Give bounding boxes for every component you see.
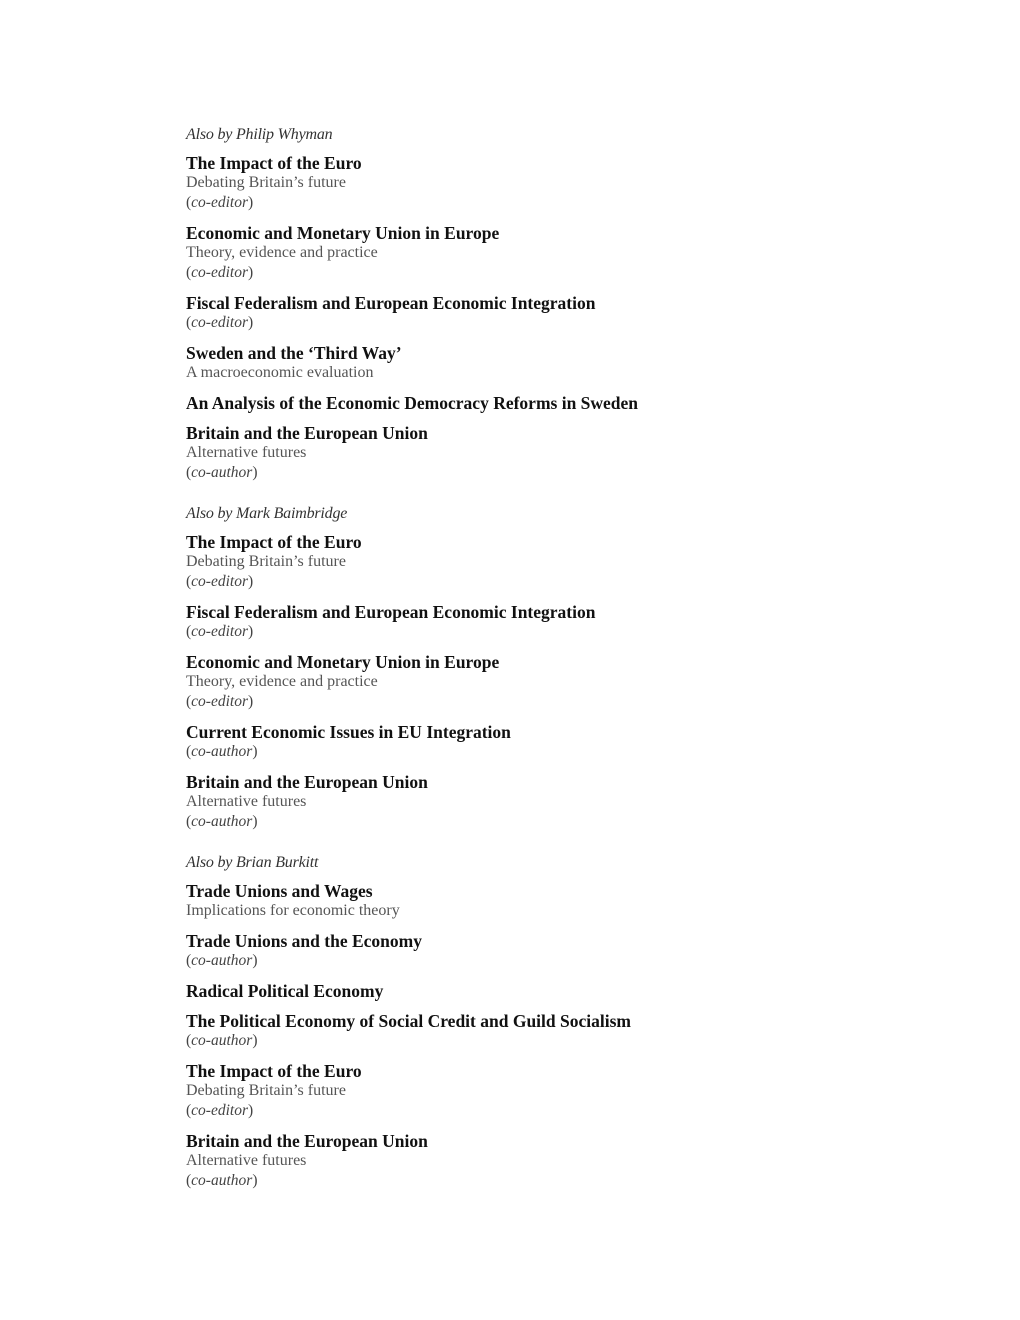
book-role-text: co-author bbox=[191, 813, 253, 830]
book-entry bbox=[186, 772, 886, 832]
book-entry bbox=[186, 1011, 886, 1051]
book-role: (co-editor) bbox=[186, 264, 254, 281]
book-subtitle: Theory, evidence and practice bbox=[186, 673, 378, 690]
book-role: (co-author) bbox=[186, 1172, 258, 1189]
book-entry bbox=[186, 981, 886, 1001]
book-title: Radical Political Economy bbox=[186, 981, 384, 1001]
book-role: (co-editor) bbox=[186, 623, 254, 640]
book-title: The Impact of the Euro bbox=[186, 153, 362, 173]
book-role: (co-editor) bbox=[186, 573, 254, 590]
book-role-text: co-editor bbox=[191, 573, 248, 590]
book-entry bbox=[186, 343, 886, 383]
book-entry bbox=[186, 223, 886, 283]
book-role: (co-editor) bbox=[186, 693, 254, 710]
book-role: (co-editor) bbox=[186, 194, 254, 211]
book-title: Fiscal Federalism and European Economic Integration bbox=[186, 602, 596, 622]
book-entry bbox=[186, 532, 886, 592]
book-role-text: co-editor bbox=[191, 194, 248, 211]
book-role-text: co-editor bbox=[191, 264, 248, 281]
book-title: Economic and Monetary Union in Europe bbox=[186, 652, 500, 672]
book-subtitle: Alternative futures bbox=[186, 444, 307, 461]
book-role-text: co-author bbox=[191, 743, 253, 760]
book-subtitle: Implications for economic theory bbox=[186, 902, 400, 919]
author-section bbox=[186, 852, 886, 1191]
book-role-text: co-author bbox=[191, 464, 253, 481]
book-role: (co-author) bbox=[186, 1032, 258, 1049]
book-role: (co-author) bbox=[186, 813, 258, 830]
book-subtitle: Debating Britain’s future bbox=[186, 553, 346, 570]
book-title: The Political Economy of Social Credit and Guild Socialism bbox=[186, 1011, 631, 1031]
book-role: (co-editor) bbox=[186, 1102, 254, 1119]
book-role: (co-editor) bbox=[186, 314, 254, 331]
book-entry bbox=[186, 881, 886, 921]
book-title: Economic and Monetary Union in Europe bbox=[186, 223, 500, 243]
book-title: Britain and the European Union bbox=[186, 423, 428, 443]
book-entry bbox=[186, 722, 886, 762]
book-entry bbox=[186, 293, 886, 333]
book-title: Trade Unions and the Economy bbox=[186, 931, 422, 951]
section-heading: Also by Philip Whyman bbox=[186, 126, 333, 143]
book-entry bbox=[186, 652, 886, 712]
book-subtitle: Debating Britain’s future bbox=[186, 174, 346, 191]
book-entry bbox=[186, 931, 886, 971]
book-title: Fiscal Federalism and European Economic Integration bbox=[186, 293, 596, 313]
book-title: The Impact of the Euro bbox=[186, 1061, 362, 1081]
book-entry bbox=[186, 393, 886, 413]
book-entry bbox=[186, 602, 886, 642]
also-by-page bbox=[186, 124, 886, 1201]
section-heading: Also by Mark Baimbridge bbox=[186, 505, 348, 522]
book-role: (co-author) bbox=[186, 464, 258, 481]
book-role: (co-author) bbox=[186, 952, 258, 969]
author-section bbox=[186, 124, 886, 483]
book-role-text: co-editor bbox=[191, 314, 248, 331]
book-role-text: co-author bbox=[191, 1032, 253, 1049]
book-title: Sweden and the ‘Third Way’ bbox=[186, 343, 402, 363]
book-entry bbox=[186, 1131, 886, 1191]
book-role-text: co-editor bbox=[191, 1102, 248, 1119]
book-title: An Analysis of the Economic Democracy Reforms in Sweden bbox=[186, 393, 639, 413]
book-subtitle: A macroeconomic evaluation bbox=[186, 364, 374, 381]
book-role: (co-author) bbox=[186, 743, 258, 760]
book-title: Trade Unions and Wages bbox=[186, 881, 373, 901]
book-subtitle: Debating Britain’s future bbox=[186, 1082, 346, 1099]
book-entry bbox=[186, 423, 886, 483]
book-subtitle: Theory, evidence and practice bbox=[186, 244, 378, 261]
book-subtitle: Alternative futures bbox=[186, 793, 307, 810]
book-role-text: co-editor bbox=[191, 693, 248, 710]
book-title: Current Economic Issues in EU Integration bbox=[186, 722, 511, 742]
section-heading: Also by Brian Burkitt bbox=[186, 854, 319, 871]
book-title: Britain and the European Union bbox=[186, 772, 428, 792]
book-entry bbox=[186, 153, 886, 213]
book-title: The Impact of the Euro bbox=[186, 532, 362, 552]
book-role-text: co-author bbox=[191, 1172, 253, 1189]
book-title: Britain and the European Union bbox=[186, 1131, 428, 1151]
book-role-text: co-author bbox=[191, 952, 253, 969]
book-role-text: co-editor bbox=[191, 623, 248, 640]
book-subtitle: Alternative futures bbox=[186, 1152, 307, 1169]
author-section bbox=[186, 503, 886, 832]
book-entry bbox=[186, 1061, 886, 1121]
